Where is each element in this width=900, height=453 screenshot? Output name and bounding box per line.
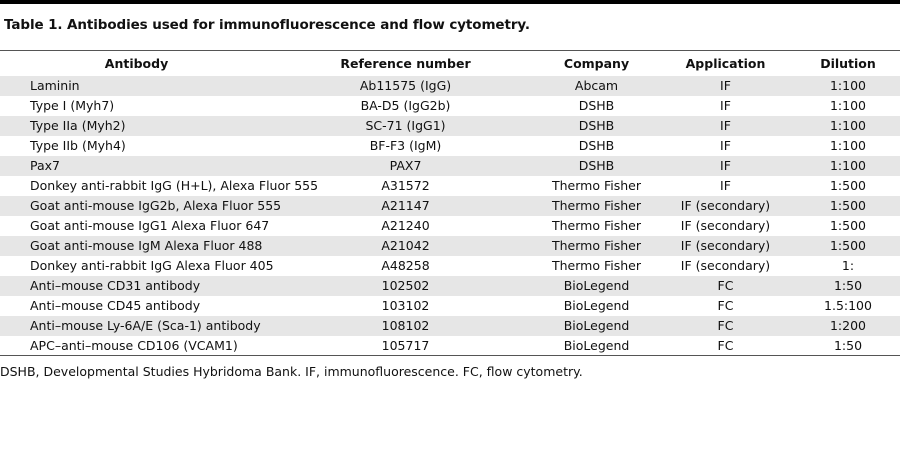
application-cell: FC [717,278,734,293]
antibody-cell: Goat anti-mouse IgG2b, Alexa Fluor 555 [30,198,282,213]
table-header-row [0,51,900,76]
antibody-cell: Type IIb (Myh4) [30,138,126,153]
table-row [0,96,900,116]
application-cell: IF (secondary) [680,218,771,233]
reference-number-cell: 105717 [381,337,430,353]
company-cell: Thermo Fisher [552,218,641,233]
reference-number-cell: A21042 [381,238,430,253]
reference-number-cell: A21240 [381,218,430,233]
antibody-cell: Donkey anti-rabbit IgG (H+L), Alexa Fluor 555 [30,178,319,193]
company-cell: Thermo Fisher [552,198,641,213]
antibody-cell: APC–anti–mouse CD106 (VCAM1) [30,337,238,353]
table-row [0,256,900,276]
application-cell: FC [717,298,734,313]
table-caption: Table 1. Antibodies used for immunofluorescence and flow cytometry. [4,17,530,33]
application-cell: IF (secondary) [680,258,771,273]
reference-number-cell: PAX7 [389,158,422,173]
table-row [0,316,900,336]
dilution-cell: 1.5:100 [824,298,872,313]
table-row [0,236,900,256]
dilution-cell: 1:100 [829,118,867,133]
company-cell: BioLegend [563,278,630,293]
reference-number-cell: 102502 [381,278,430,293]
table-row [0,76,900,96]
dilution-cell: 1:500 [829,178,867,193]
company-cell: Thermo Fisher [552,238,641,253]
table-row [0,216,900,236]
reference-number-cell: BF-F3 (IgM) [369,138,442,153]
antibody-cell: Type IIa (Myh2) [30,118,126,133]
antibody-cell: Anti–mouse CD31 antibody [30,278,201,293]
reference-number-cell: A48258 [381,258,430,273]
application-cell: IF (secondary) [680,198,771,213]
antibody-cell: Laminin [30,78,80,93]
company-cell: Thermo Fisher [552,258,641,273]
column-header-company: Company [563,55,630,71]
dilution-cell: 1:500 [829,218,867,233]
company-cell: BioLegend [563,298,630,313]
dilution-cell: 1:100 [829,78,867,93]
application-cell: IF [720,118,731,133]
application-cell: FC [717,337,734,353]
table-row [0,176,900,196]
dilution-cell: 1:500 [829,198,867,213]
application-cell: IF (secondary) [680,238,771,253]
antibody-cell: Type I (Myh7) [30,98,115,113]
antibody-cell: Goat anti-mouse IgG1 Alexa Fluor 647 [30,218,270,233]
reference-number-cell: Ab11575 (IgG) [359,78,452,93]
antibody-cell: Goat anti-mouse IgM Alexa Fluor 488 [30,238,263,253]
dilution-cell: 1:100 [829,138,867,153]
antibody-table [0,50,900,356]
antibody-cell: Anti–mouse Ly-6A/E (Sca-1) antibody [30,318,261,333]
table-row [0,136,900,156]
company-cell: Thermo Fisher [552,178,641,193]
table-body [0,76,900,356]
application-cell: IF [720,178,731,193]
application-cell: IF [720,158,731,173]
antibody-cell: Donkey anti-rabbit IgG Alexa Fluor 405 [30,258,274,273]
column-header-application: Application [685,55,766,71]
top-rule [0,0,900,4]
reference-number-cell: BA-D5 (IgG2b) [360,98,451,113]
reference-number-cell: 103102 [381,298,430,313]
dilution-cell: 1:100 [829,98,867,113]
table-row [0,276,900,296]
table-row [0,116,900,136]
table-footnote: DSHB, Developmental Studies Hybridoma Bank. IF, immunofluorescence. FC, flow cytometry. [0,364,583,379]
company-cell: Abcam [574,78,619,93]
application-cell: IF [720,78,731,93]
reference-number-cell: SC-71 (IgG1) [365,118,446,133]
dilution-cell: 1:200 [829,318,867,333]
application-cell: IF [720,98,731,113]
company-cell: DSHB [578,98,615,113]
dilution-cell: 1:50 [833,337,863,353]
dilution-cell: 1: [841,258,855,273]
table-row [0,296,900,316]
table-row [0,336,900,356]
table-row [0,156,900,176]
dilution-cell: 1:50 [833,278,863,293]
application-cell: IF [720,138,731,153]
reference-number-cell: A21147 [381,198,430,213]
antibody-cell: Anti–mouse CD45 antibody [30,298,201,313]
dilution-cell: 1:100 [829,158,867,173]
antibody-cell: Pax7 [30,158,60,173]
application-cell: FC [717,318,734,333]
reference-number-cell: 108102 [381,318,430,333]
table-row [0,196,900,216]
company-cell: DSHB [578,138,615,153]
company-cell: DSHB [578,118,615,133]
column-header-dilution: Dilution [820,55,876,71]
company-cell: BioLegend [563,337,630,353]
reference-number-cell: A31572 [381,178,430,193]
column-header-antibody: Antibody [104,55,169,71]
dilution-cell: 1:500 [829,238,867,253]
column-header-reference-number: Reference number [340,55,471,71]
company-cell: BioLegend [563,318,630,333]
company-cell: DSHB [578,158,615,173]
